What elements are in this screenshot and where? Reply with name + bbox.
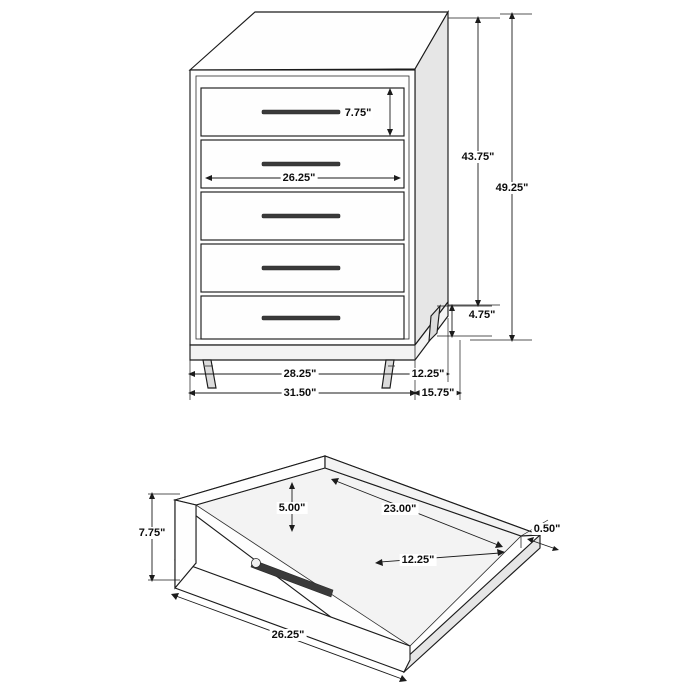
arrow-oh-top: [509, 12, 515, 19]
arrow-oh-bot: [509, 335, 515, 342]
arrow-od-right: [455, 390, 462, 396]
drawer-handle-3: [262, 214, 340, 218]
label-drawer-overall-width: 26.25": [271, 629, 305, 641]
label-drawer-side-height: 7.75": [138, 527, 166, 539]
drawer-handle-5: [262, 316, 340, 320]
label-drawer-interior-depth: 12.25": [401, 554, 435, 566]
label-drawer-panel-thickness: 0.50": [533, 523, 561, 535]
arrow-ow-left: [188, 390, 195, 396]
arrow-od-left: [413, 390, 420, 396]
label-cabinet-height: 43.75": [461, 151, 495, 163]
arrow-ch-top: [475, 16, 481, 23]
arrow-dsh-bot: [149, 575, 155, 582]
label-overall-height: 49.25": [495, 182, 529, 194]
label-leg-height: 4.75": [468, 309, 496, 321]
drawer-handle-2: [262, 162, 340, 166]
chest-top-panel: [190, 12, 448, 70]
label-drawer-interior-length: 23.00": [383, 503, 417, 515]
arrow-cd-left: [413, 371, 420, 377]
handle-knob: [252, 559, 261, 568]
chest-side-panel: [415, 12, 448, 345]
drawer-handle-4: [262, 266, 340, 270]
drawer-handle-1: [262, 110, 340, 114]
arrow-lh-bot: [449, 331, 455, 338]
chest-assembly: [190, 12, 448, 388]
arrow-pt-right: [552, 546, 559, 551]
label-overall-depth: 15.75": [421, 387, 455, 399]
arrow-cw-left: [188, 371, 195, 377]
label-cabinet-depth: 12.25": [411, 368, 445, 380]
label-overall-width: 31.50": [283, 387, 317, 399]
arrow-cd-right: [443, 371, 450, 377]
label-drawer-front-width: 26.25": [282, 172, 316, 184]
label-drawer-front-height: 7.75": [344, 107, 372, 119]
label-drawer-interior-height: 5.00": [278, 502, 306, 514]
label-cabinet-width: 28.25": [283, 368, 317, 380]
drawer-box: [175, 456, 540, 672]
ext-pt-2: [540, 524, 562, 535]
arrow-dsh-top: [149, 492, 155, 499]
